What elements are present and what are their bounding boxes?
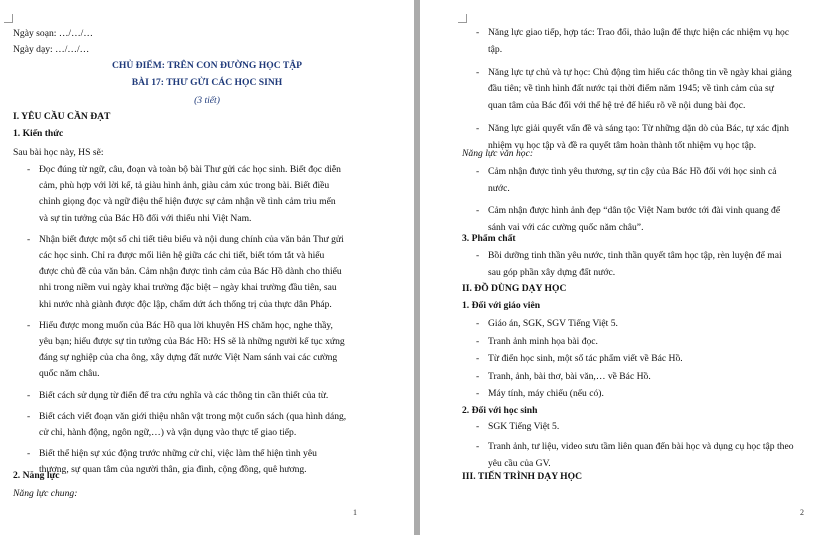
bullet-line: Năng lực giải quyết vấn đề và sáng tạo: Từ những dặn dò của Bác, tự xác định — [488, 123, 789, 134]
bullet-line: các học sinh. Chỉ ra được mối liên hệ giữa các chi tiết, biết tóm tắt và hiểu — [39, 250, 325, 261]
bullet-dash: - — [476, 27, 480, 38]
bullet-line: Bồi dưỡng tinh thần yêu nước, tinh thần quyết tâm học tập, rèn luyện để mai — [488, 250, 782, 261]
bullet-line: Hiểu được mong muốn của Bác Hồ qua lời khuyên HS chăm học, nghe thầy, — [39, 319, 333, 331]
bullet-line: Giáo án, SGK, SGV Tiếng Việt 5. — [488, 318, 618, 329]
page-number: 1 — [353, 508, 357, 517]
bullet-line: Từ điển học sinh, một số tác phẩm viết về Bác Hồ. — [488, 353, 683, 365]
bullet-dash: - — [476, 441, 480, 453]
bullet-dash: - — [476, 370, 480, 382]
document-page-1 — [0, 0, 414, 535]
bullet-line: yêu bạn; hiểu được sự tin tưởng của Bác Hồ: HS sẽ là những người kế tục xứng — [39, 336, 345, 347]
bullet-line: quan tâm của Bác đối với thế hệ trẻ để hiểu rõ về nội dung bài đọc. — [488, 100, 746, 112]
margin-corner-mark — [458, 14, 467, 23]
bullet-line: Tranh ảnh, tư liệu, video sưu tầm liên quan đến bài học và dụng cụ học tập theo — [488, 441, 794, 453]
bullet-line: đáng sự nghiệp của cha ông, xây dựng đất nước Việt Nam sánh vai các cường — [39, 352, 338, 364]
bullet-line: khi nước nhà giành được độc lập, chấm dứt ách thống trị của thực dân Pháp. — [39, 298, 332, 310]
bullet-dash: - — [27, 233, 31, 245]
bullet-line: sánh vai với các cường quốc năm châu”. — [488, 222, 644, 233]
bullet-line: Cảm nhận được hình ảnh đẹp “dân tộc Việt Nam bước tới đài vinh quang để — [488, 205, 781, 216]
bullet-dash: - — [476, 388, 480, 400]
bullet-dash: - — [476, 353, 480, 365]
bullet-line: Tranh, ảnh, bài thơ, bài văn,… về Bác Hồ. — [488, 370, 651, 382]
bullet-line: cử chỉ, hành động, ngôn ngữ,…) và vận dụng vào thực tế giao tiếp. — [39, 427, 297, 438]
topic-heading: CHỦ ĐIỂM: TRÊN CON ĐƯỜNG HỌC TẬP — [111, 60, 303, 71]
student-materials-heading: 2. Đối với học sinh — [462, 405, 538, 416]
bullet-line: Năng lực tự chủ và tự học: Chủ động tìm hiểu các thông tin về ngày khai giảng — [488, 66, 792, 78]
bullet-line: yêu cầu của GV. — [488, 457, 551, 469]
bullet-line: Máy tính, máy chiếu (nếu có). — [488, 388, 604, 400]
bullet-line: Năng lực giao tiếp, hợp tác: Trao đổi, thảo luận để thực hiện các nhiệm vụ học — [488, 27, 790, 38]
bullet-dash: - — [476, 318, 480, 329]
bullet-line: đầu tiên; về tình hình đất nước tại thời điểm năm 1945; về tình cảm của sự — [488, 83, 774, 95]
bullet-line: nhiệm vụ học tập và đề ra quyết tâm hoàn thành tốt nhiệm vụ học tập. — [488, 139, 757, 151]
knowledge-heading: 1. Kiến thức — [13, 128, 64, 139]
section-2-heading: II. ĐỒ DÙNG DẠY HỌC — [462, 283, 567, 294]
bullet-dash: - — [476, 335, 480, 347]
bullet-dash: - — [476, 421, 480, 432]
bullet-line: tập. — [488, 43, 503, 55]
lesson-periods: (3 tiết) — [194, 95, 220, 106]
bullet-line: Biết cách sử dụng từ điển để tra cứu nghĩa và các thông tin cần thiết của từ. — [39, 389, 329, 401]
bullet-dash: - — [476, 205, 480, 216]
qualities-heading: 3. Phẩm chất — [462, 233, 516, 244]
section-3-heading: III. TIẾN TRÌNH DẠY HỌC — [462, 471, 583, 482]
bullet-line: thương, sự quan tâm của người thân, gia đình, cộng đồng, quê hương. — [39, 464, 307, 476]
bullet-line: và sự tin tưởng của Bác Hồ đối với thiếu nhi Việt Nam. — [39, 212, 252, 224]
teacher-materials-heading: 1. Đối với giáo viên — [462, 300, 541, 311]
bullet-line: Đọc đúng từ ngữ, câu, đoạn và toàn bộ bài Thư gửi các học sinh. Biết đọc diễn — [39, 164, 341, 175]
date-prepared: Ngày soạn: …/…/… — [13, 28, 93, 39]
bullet-line: nước. — [488, 183, 510, 194]
bullet-line: Tranh ảnh minh họa bài đọc. — [488, 335, 598, 347]
bullet-line: Cảm nhận được tình yêu thương, sự tin cậy của Bác Hồ đối với học sinh cả — [488, 166, 777, 177]
bullet-dash: - — [27, 164, 31, 175]
section-1-heading: I. YÊU CẦU CẦN ĐẠT — [13, 111, 111, 122]
margin-corner-mark — [4, 14, 13, 23]
bullet-line: Biết cách viết đoạn văn giới thiệu nhân vật trong một cuốn sách (qua hình dáng, — [39, 410, 347, 422]
bullet-line: Biết thể hiện sự xúc động trước những cử chỉ, việc làm thể hiện tình yêu — [39, 448, 317, 460]
page-number: 2 — [800, 508, 804, 517]
bullet-dash: - — [476, 250, 480, 261]
competence-heading: 2. Năng lực — [13, 470, 60, 481]
bullet-line: SGK Tiếng Việt 5. — [488, 421, 560, 432]
bullet-line: cảm, phù hợp với lời kể, tả giàu hình ảnh, giàu cảm xúc trong bài. Biết điều — [39, 180, 330, 192]
date-taught: Ngày dạy: …/…/… — [13, 44, 90, 55]
bullet-dash: - — [27, 448, 31, 460]
bullet-line: sau góp phần xây dựng đất nước. — [488, 266, 616, 278]
bullet-dash: - — [476, 66, 480, 78]
lesson-title: BÀI 17: THƯ GỬI CÁC HỌC SINH — [131, 77, 283, 88]
literary-competence-label: Năng lực văn học: — [462, 148, 534, 159]
bullet-dash: - — [476, 166, 480, 177]
bullet-line: nhi trong niềm vui ngày khai trường đặc biệt – ngày khai trường đầu tiên, sau — [39, 282, 337, 294]
bullet-dash: - — [27, 389, 31, 401]
bullet-line: Nhận biết được một số chi tiết tiêu biểu và nội dung chính của văn bản Thư gửi — [39, 233, 344, 245]
general-competence-label: Năng lực chung: — [13, 488, 78, 499]
bullet-line: được chủ đề của văn bản. Cảm nhận được tình cảm của Bác Hồ dành cho thiếu — [39, 266, 342, 278]
bullet-line: quốc năm châu. — [39, 368, 100, 380]
bullet-line: chỉnh giọng đọc và ngữ điệu thể hiện được sự cảm nhận về tình cảm trìu mến — [39, 196, 336, 208]
bullet-dash: - — [27, 410, 31, 422]
bullet-dash: - — [27, 319, 31, 331]
document-page-2 — [420, 0, 834, 535]
intro-text: Sau bài học này, HS sẽ: — [13, 147, 104, 158]
bullet-dash: - — [476, 123, 480, 134]
